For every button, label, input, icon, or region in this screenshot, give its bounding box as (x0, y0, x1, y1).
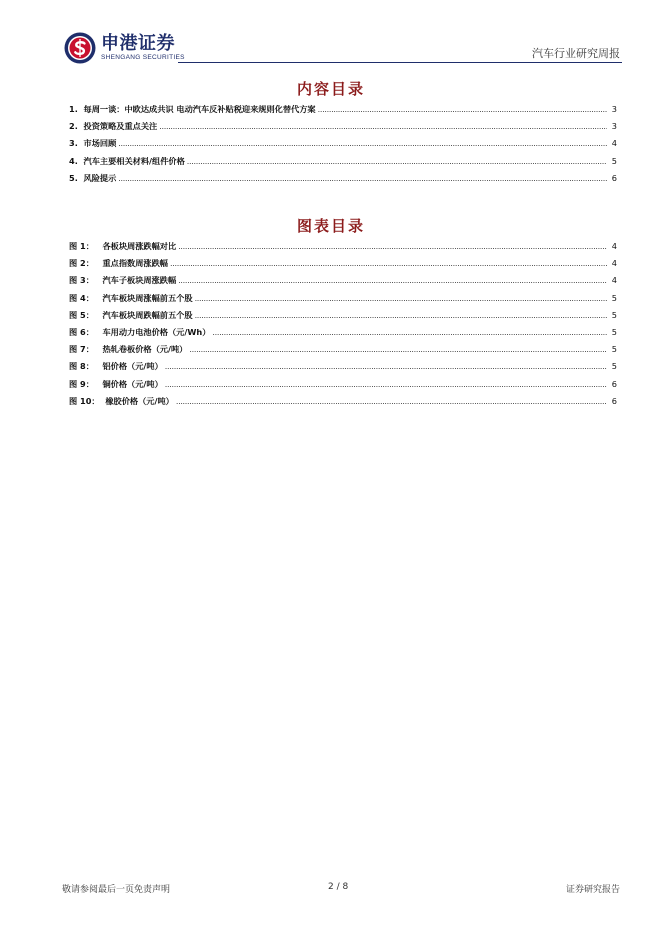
figure-entry-page: 5 (611, 344, 617, 355)
contents-entry-label: 汽车主要相关材料/组件价格 (83, 155, 185, 166)
figure-entry-number: 图 5： (69, 309, 103, 320)
figure-entry-page: 5 (611, 326, 617, 337)
contents-entry-number: 4. (69, 155, 84, 166)
contents-entry-leader (118, 139, 607, 148)
figure-entry-label: 各板块周涨跌幅对比 (102, 241, 177, 251)
figure-entry-label: 汽车板块周涨幅前五个股 (102, 292, 193, 303)
figure-entry[interactable] (69, 327, 617, 344)
contents-entry-page: 6 (611, 172, 617, 183)
contents-list (69, 104, 617, 190)
header-divider (178, 62, 622, 63)
figure-entry-label: 车用动力电池价格（元/Wh） (102, 326, 211, 337)
figure-entry-label: 橡胶价格（元/吨） (105, 395, 174, 406)
figure-entry-label: 汽车板块周跌幅前五个股 (102, 309, 193, 320)
contents-entry-leader (187, 157, 607, 166)
figure-entry-leader (165, 362, 607, 371)
page-header (0, 0, 662, 66)
contents-entry-label: 投资策略及重点关注 (83, 121, 158, 132)
figure-entry-page: 5 (611, 309, 617, 320)
figure-entry-number: 图 9： (69, 378, 103, 389)
figure-entry-leader (189, 345, 607, 354)
contents-entry-leader (318, 105, 607, 114)
contents-entry[interactable] (69, 156, 617, 173)
figure-entry-number: 图 3： (69, 275, 103, 286)
contents-entry[interactable] (69, 121, 617, 138)
figure-entry-label: 热轧卷板价格（元/吨） (102, 344, 188, 355)
contents-title: 内容目录 (296, 80, 365, 98)
figure-entry[interactable] (69, 275, 617, 292)
figure-entry-page: 4 (611, 241, 617, 251)
figure-entry-number: 图 6： (69, 326, 103, 337)
figure-entry-leader (178, 276, 607, 285)
contents-entry-leader (118, 174, 607, 183)
figure-entry[interactable] (69, 241, 617, 258)
figure-entry-number: 图 8： (69, 361, 103, 372)
figures-title: 图表目录 (296, 217, 365, 235)
figure-entry-leader (165, 380, 607, 389)
report-type-label: 汽车行业研究周报 (532, 47, 620, 60)
figure-entry-page: 6 (611, 395, 617, 406)
figure-entry[interactable] (69, 258, 617, 275)
figure-entry-page: 4 (611, 275, 617, 286)
figure-entry-leader (195, 311, 607, 320)
contents-entry-page: 5 (611, 155, 617, 166)
contents-entry-label: 市场回顾 (83, 138, 117, 149)
figure-entry-number: 图 4： (69, 292, 103, 303)
figure-entry-number: 图 7： (69, 344, 103, 355)
figures-list (69, 241, 617, 413)
shengang-logo-icon (64, 32, 96, 64)
footer-disclaimer: 敬请参阅最后一页免责声明 (62, 885, 171, 895)
figure-entry-leader (195, 294, 607, 303)
figure-entry[interactable] (69, 396, 617, 413)
contents-entry-number: 1. (69, 104, 84, 114)
contents-entry-number: 5. (69, 172, 84, 183)
figure-entry[interactable] (69, 310, 617, 327)
figure-entry-page: 6 (611, 378, 617, 389)
contents-entry-leader (159, 122, 607, 131)
figure-entry-label: 汽车子板块周涨跌幅 (102, 275, 177, 286)
figure-entry-leader (176, 397, 607, 406)
company-logo (64, 31, 185, 65)
footer-doc-type: 证券研究报告 (565, 885, 620, 895)
figure-entry-page: 4 (611, 258, 617, 269)
contents-entry-number: 3. (69, 138, 84, 149)
contents-entry-label: 每周一谈：中欧达成共识 电动汽车反补贴税迎来规则化替代方案 (83, 104, 316, 114)
figure-entry-leader (212, 328, 607, 337)
contents-entry[interactable] (69, 138, 617, 155)
contents-entry-label: 风险提示 (83, 172, 117, 183)
figure-entry-leader (178, 242, 607, 251)
contents-entry[interactable] (69, 173, 617, 190)
logo-chinese-name: 申港证券 (101, 33, 175, 54)
figure-entry-number: 图 2： (69, 258, 103, 269)
footer-page-number: 2 / 8 (328, 882, 349, 892)
contents-entry-page: 3 (611, 104, 617, 114)
contents-entry-page: 3 (611, 121, 617, 132)
figure-entry-number: 图 10： (69, 395, 106, 406)
contents-entry[interactable] (69, 104, 617, 121)
figure-entry-number: 图 1： (69, 241, 103, 251)
figure-entry-page: 5 (611, 361, 617, 372)
logo-english-name: SHENGANG SECURITIES (101, 54, 185, 61)
figure-entry-label: 铝价格（元/吨） (102, 361, 163, 372)
figure-entry-label: 铜价格（元/吨） (102, 378, 163, 389)
figure-entry[interactable] (69, 361, 617, 378)
figure-entry[interactable] (69, 379, 617, 396)
figure-entry-label: 重点指数周涨跌幅 (102, 258, 168, 269)
contents-entry-page: 4 (611, 138, 617, 149)
contents-entry-number: 2. (69, 121, 84, 132)
figure-entry[interactable] (69, 344, 617, 361)
figure-entry-leader (170, 259, 607, 268)
figure-entry[interactable] (69, 293, 617, 310)
figure-entry-page: 5 (611, 292, 617, 303)
